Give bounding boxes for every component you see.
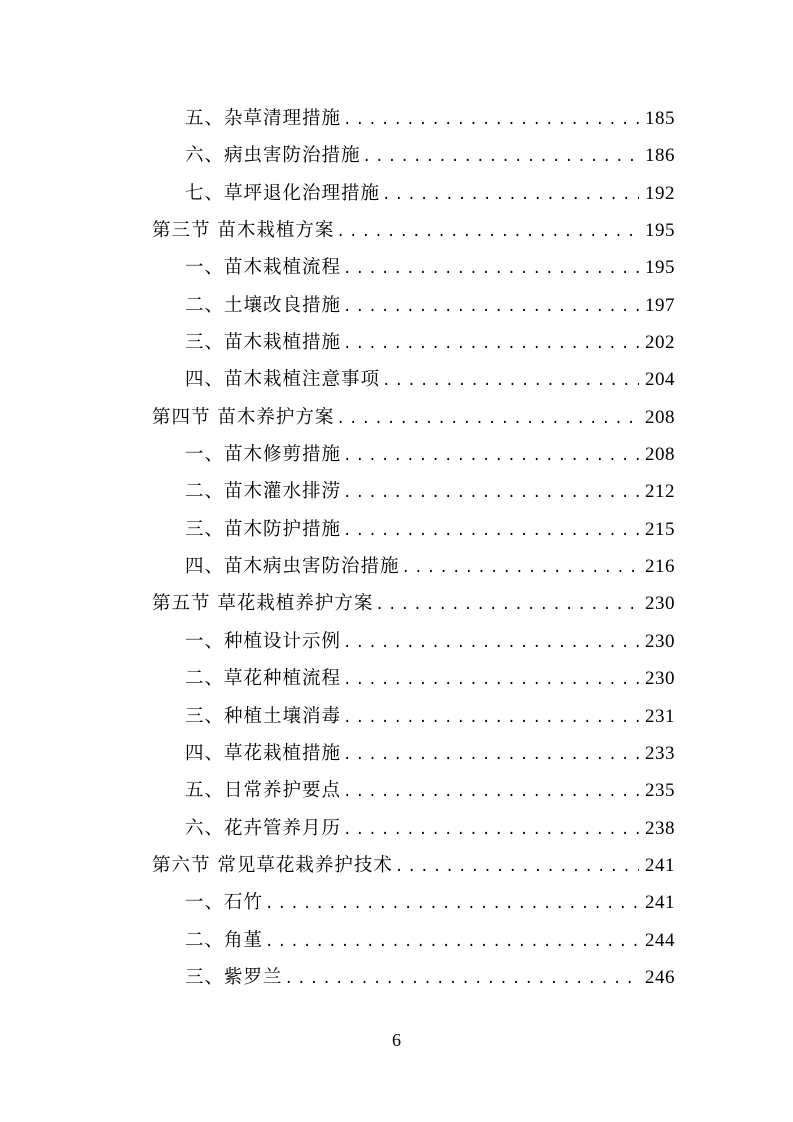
toc-entry-title: 二、苗木灌水排涝 bbox=[185, 481, 342, 503]
toc-page-number: 238 bbox=[645, 817, 675, 839]
toc-page-number: 195 bbox=[645, 220, 675, 242]
dot-leader bbox=[265, 924, 639, 961]
toc-entry-title: 第四节 苗木养护方案 bbox=[152, 406, 335, 428]
toc-entry-title: 一、苗木栽植流程 bbox=[185, 257, 342, 279]
toc-section-entry[interactable] bbox=[152, 585, 675, 622]
toc-section-entry[interactable] bbox=[152, 212, 675, 249]
dot-leader bbox=[343, 102, 639, 139]
toc-entry-title: 三、苗木防护措施 bbox=[185, 518, 342, 540]
dot-leader bbox=[343, 774, 639, 811]
toc-section-entry[interactable] bbox=[152, 399, 675, 436]
toc-page-number: 185 bbox=[645, 108, 675, 129]
dot-leader bbox=[382, 177, 639, 214]
dot-leader bbox=[343, 737, 639, 774]
dot-leader bbox=[343, 700, 639, 737]
toc-entry-title: 七、草坪退化治理措施 bbox=[185, 182, 381, 204]
toc-page-number: 192 bbox=[645, 182, 675, 204]
dot-leader bbox=[336, 401, 639, 438]
toc-entry-title: 三、苗木栽植措施 bbox=[185, 332, 342, 354]
toc-entry-title: 三、种植土壤消毒 bbox=[185, 705, 342, 727]
toc-entry[interactable] bbox=[152, 810, 675, 847]
toc-section-entry[interactable] bbox=[152, 847, 675, 884]
toc-entry-title: 六、花卉管养月历 bbox=[185, 817, 342, 839]
dot-leader bbox=[265, 886, 639, 923]
dot-leader bbox=[343, 251, 639, 288]
toc-page-number: 215 bbox=[645, 518, 675, 540]
toc-entry-title: 一、石竹 bbox=[185, 892, 264, 914]
toc-entry[interactable] bbox=[152, 772, 675, 809]
dot-leader bbox=[336, 214, 639, 251]
toc-entry[interactable] bbox=[152, 473, 675, 510]
toc-page-number: 233 bbox=[645, 742, 675, 764]
toc-page-number: 230 bbox=[645, 668, 675, 690]
dot-leader bbox=[402, 550, 639, 587]
toc-entry-title: 第三节 苗木栽植方案 bbox=[152, 220, 335, 242]
toc-entry[interactable] bbox=[152, 287, 675, 324]
toc-entry-title: 五、日常养护要点 bbox=[185, 780, 342, 802]
dot-leader bbox=[343, 289, 639, 326]
toc-page-number: 216 bbox=[645, 556, 675, 578]
toc-entry[interactable] bbox=[152, 324, 675, 361]
toc-entry-title: 四、苗木栽植注意事项 bbox=[185, 369, 381, 391]
toc-entry[interactable] bbox=[152, 922, 675, 959]
dot-leader bbox=[285, 961, 639, 998]
toc-entry-title: 第六节 常见草花栽养护技术 bbox=[152, 854, 393, 876]
toc-entry[interactable] bbox=[152, 623, 675, 660]
toc-page-number: 202 bbox=[645, 332, 675, 354]
toc-entry[interactable] bbox=[152, 100, 675, 137]
toc-page-number: 208 bbox=[645, 406, 675, 428]
toc-entry-title: 一、苗木修剪措施 bbox=[185, 444, 342, 466]
toc-entry[interactable] bbox=[152, 249, 675, 286]
dot-leader bbox=[343, 326, 639, 363]
toc-entry[interactable] bbox=[152, 511, 675, 548]
table-of-contents bbox=[152, 100, 675, 996]
toc-page-number: 235 bbox=[645, 780, 675, 802]
toc-entry-title: 二、角堇 bbox=[185, 929, 264, 951]
toc-entry-title: 四、苗木病虫害防治措施 bbox=[185, 556, 400, 578]
dot-leader bbox=[343, 513, 639, 550]
toc-entry-title: 六、病虫害防治措施 bbox=[185, 145, 361, 167]
dot-leader bbox=[395, 849, 639, 886]
toc-entry-title: 二、土壤改良措施 bbox=[185, 294, 342, 316]
toc-entry[interactable] bbox=[152, 698, 675, 735]
toc-entry-title: 一、种植设计示例 bbox=[185, 630, 342, 652]
dot-leader bbox=[382, 363, 639, 400]
toc-entry-title: 四、草花栽植措施 bbox=[185, 742, 342, 764]
toc-page-number: 186 bbox=[645, 145, 675, 167]
toc-entry[interactable] bbox=[152, 660, 675, 697]
dot-leader bbox=[343, 475, 639, 512]
toc-page-number: 204 bbox=[645, 369, 675, 391]
toc-page-number: 231 bbox=[645, 705, 675, 727]
dot-leader bbox=[343, 438, 639, 475]
toc-page-number: 212 bbox=[645, 481, 675, 503]
toc-page-number: 246 bbox=[645, 966, 675, 988]
toc-entry[interactable] bbox=[152, 548, 675, 585]
dot-leader bbox=[363, 139, 639, 176]
toc-page-number: 195 bbox=[645, 257, 675, 279]
dot-leader bbox=[343, 662, 639, 699]
toc-page-number: 244 bbox=[645, 929, 675, 951]
toc-entry[interactable] bbox=[152, 361, 675, 398]
toc-entry-title: 二、草花种植流程 bbox=[185, 668, 342, 690]
toc-entry[interactable] bbox=[152, 959, 675, 996]
toc-entry[interactable] bbox=[152, 884, 675, 921]
toc-entry-title: 三、紫罗兰 bbox=[185, 966, 283, 988]
toc-page-number: 230 bbox=[645, 630, 675, 652]
toc-page-number: 197 bbox=[645, 294, 675, 316]
page-number-footer: 6 bbox=[392, 1030, 401, 1050]
dot-leader bbox=[343, 625, 639, 662]
toc-page-number: 241 bbox=[645, 892, 675, 914]
toc-entry-title: 五、杂草清理措施 bbox=[185, 108, 342, 129]
toc-entry[interactable] bbox=[152, 735, 675, 772]
toc-page-number: 208 bbox=[645, 444, 675, 466]
toc-page-number: 230 bbox=[645, 593, 675, 615]
toc-entry[interactable] bbox=[152, 137, 675, 174]
toc-page-number: 241 bbox=[645, 854, 675, 876]
toc-entry[interactable] bbox=[152, 436, 675, 473]
dot-leader bbox=[343, 812, 639, 849]
dot-leader bbox=[375, 587, 639, 624]
toc-entry-title: 第五节 草花栽植养护方案 bbox=[152, 593, 374, 615]
toc-entry[interactable] bbox=[152, 175, 675, 212]
